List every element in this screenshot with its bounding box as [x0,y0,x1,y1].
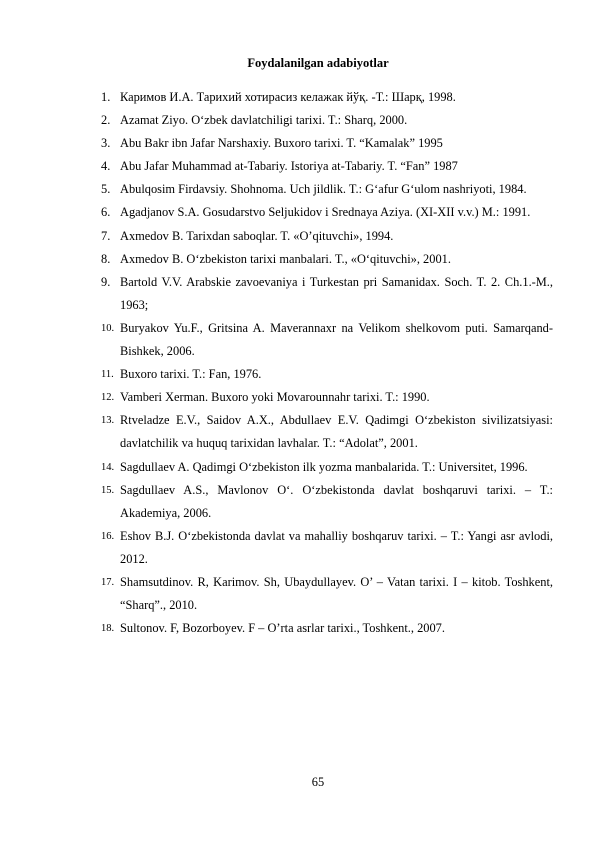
reference-text: Каримов И.А. Тарихий хотирасиз келажак йўқ. -Т.: Шарқ, 1998. [120,90,456,104]
reference-text: Axmedov B. Tarixdan saboqlar. T. «O’qituvchi», 1994. [120,228,394,243]
reference-text: Abu Bakr ibn Jafar Narshaxiy. Buxoro tarixi. T. “Kamalak” 1995 [120,136,443,151]
reference-item [101,155,553,178]
reference-number: 5. [101,182,111,197]
reference-text: Abulqosim Firdavsiy. Shohnoma. Uch jildlik. T.: G‘afur G‘ulom nashriyoti, 1984. [120,182,527,197]
reference-item [101,271,553,317]
reference-item [101,248,553,271]
reference-item [101,317,553,363]
reference-item [101,201,553,224]
reference-number: 13. [101,415,115,427]
reference-text: Agadjanov S.A. Gosudarstvo Seljukidov i Srednaya Aziya. (XI-XII v.v.) M.: 1991. [120,205,531,220]
reference-text: Azamat Ziyo. O‘zbek davlatchiligi tarixi. T.: Sharq, 2000. [120,113,408,128]
reference-text: Buxoro tarixi. T.: Fan, 1976. [120,367,262,382]
reference-item [101,617,553,640]
reference-item [101,225,553,248]
reference-item [101,479,553,525]
reference-item [101,386,553,409]
reference-number: 14. [101,461,115,473]
reference-number: 9. [101,274,111,289]
reference-number: 4. [101,159,111,174]
reference-text: Vamberi Xerman. Buxoro yoki Movarounnahr tarixi. T.: 1990. [120,390,430,405]
reference-number: 18. [101,623,115,635]
reference-number: 10. [101,322,115,334]
reference-number: 17. [101,576,115,588]
reference-number: 12. [101,392,115,404]
page-number: 65 [311,775,325,789]
page-title: Foydalanilgan adabiyotlar [247,56,389,70]
reference-list [101,86,553,640]
reference-text: Sultonov. F, Bozorboyev. F – O’rta asrlar tarixi., Toshkent., 2007. [120,621,445,636]
reference-text: Abu Jafar Muhammad at-Tabariy. Istoriya at-Tabariy. T. “Fan” 1987 [120,159,458,174]
reference-text: Eshov B.J. O‘zbekistonda davlat va mahalliy boshqaruv tarixi. – T.: Yangi asr avlodi, 2012. [120,528,553,566]
reference-number: 1. [101,90,111,104]
reference-item [101,571,553,617]
reference-text: Rtveladze E.V., Saidov A.X., Abdullaev E.V. Qadimgi O‘zbekiston sivilizatsiyasi: davlatchilik va huquq tarixidan lavhalar. T.: “Adolat”, 2001. [120,413,553,451]
reference-item [101,132,553,155]
reference-number: 2. [101,113,111,128]
reference-text: Axmedov B. O‘zbekiston tarixi manbalari. T., «O‘qituvchi», 2001. [120,251,451,266]
reference-item [101,456,553,479]
reference-text: Buryakov Yu.F., Gritsina A. Maverannaxr na Velikom shelkovom puti. Samarqand-Bishkek, 2006. [120,320,553,359]
reference-number: 6. [101,205,111,220]
reference-number: 16. [101,530,115,542]
reference-number: 11. [101,369,114,381]
reference-item [101,525,553,571]
reference-item [101,178,553,201]
reference-item [101,363,553,386]
reference-text: Shamsutdinov. R, Karimov. Sh, Ubaydullayev. O’ – Vatan tarixi. I – kitob. Toshkent, “Sharq”., 2010. [120,574,553,613]
reference-text: Bartold V.V. Arabskie zavoevaniya i Turkestan pri Samanidax. Soch. T. 2. Ch.1.-M., 1963; [120,274,553,312]
reference-item [101,409,553,455]
reference-number: 3. [101,136,111,151]
reference-item [101,109,553,132]
reference-number: 15. [101,484,115,496]
reference-number: 7. [101,228,111,243]
reference-text: Sagdullaev A. Qadimgi O‘zbekiston ilk yozma manbalarida. T.: Universitet, 1996. [120,459,528,474]
reference-number: 8. [101,251,111,266]
reference-item [101,86,553,109]
reference-text: Sagdullaev A.S., Mavlonov O‘. O‘zbekistonda davlat boshqaruvi tarixi. – T.: Akademiya, 2006. [120,482,553,520]
